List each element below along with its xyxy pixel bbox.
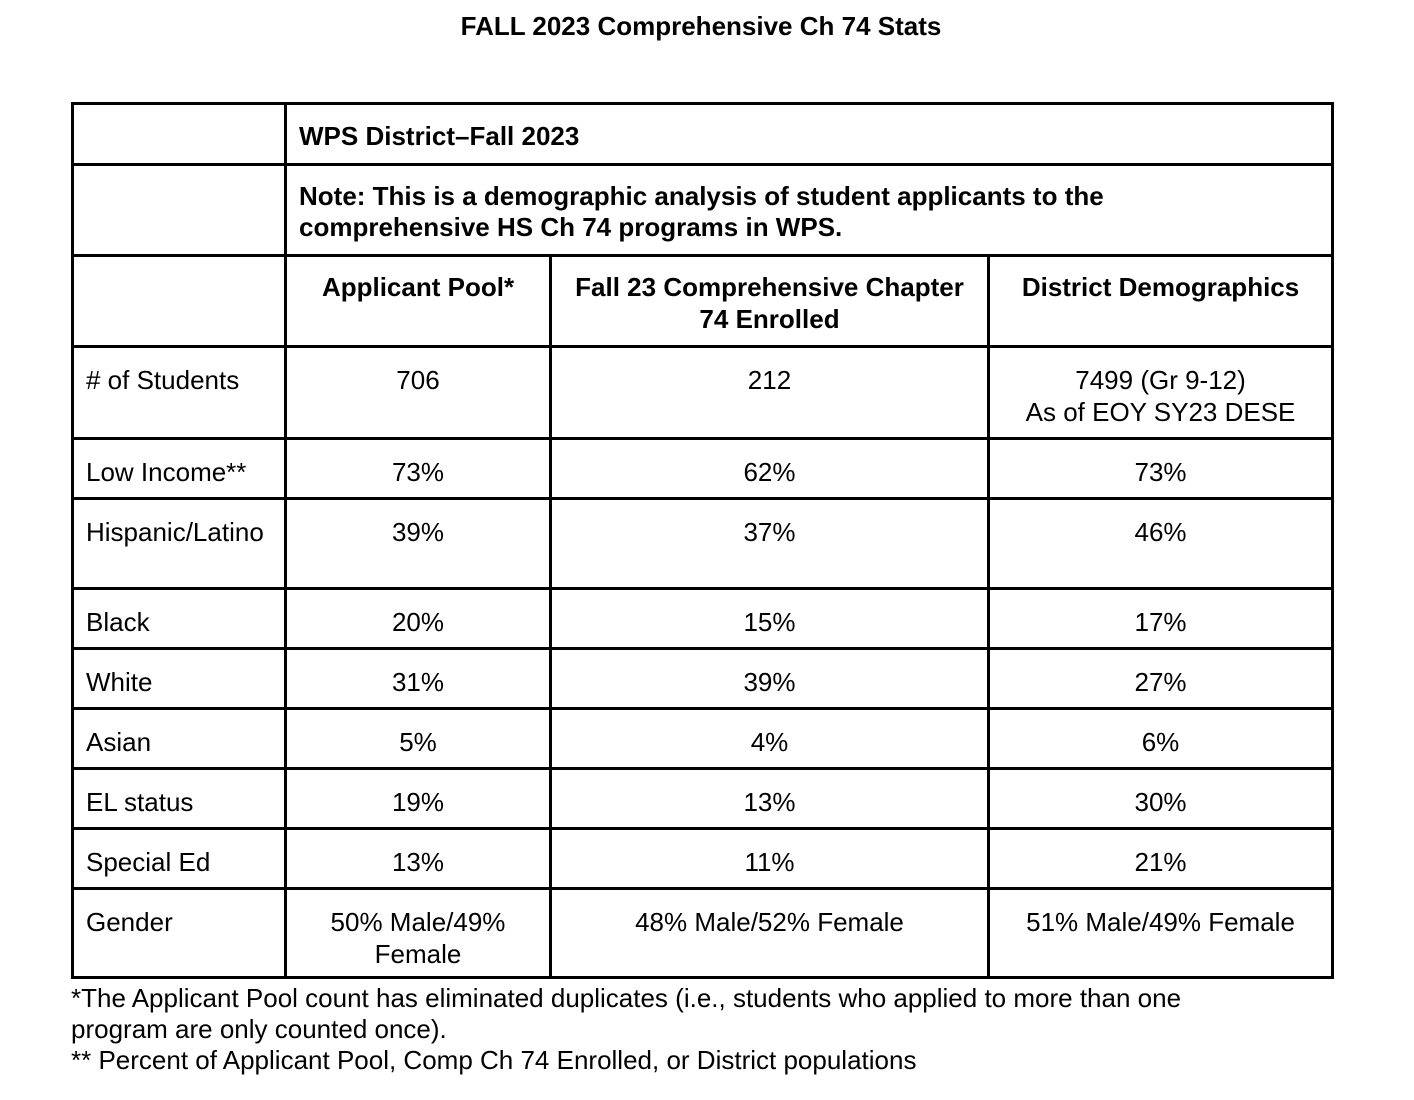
column-header-enrolled: Fall 23 Comprehensive Chapter 74 Enrolled — [575, 272, 964, 334]
footnotes — [71, 983, 1371, 1076]
enrolled-value: 212 — [747, 365, 792, 395]
table-row — [73, 439, 1333, 499]
enrolled-value: 11% — [744, 847, 795, 877]
row-label: Hispanic/Latino — [86, 517, 264, 547]
enrolled-value: 37% — [743, 517, 796, 547]
table-row — [73, 589, 1333, 649]
row-label: # of Students — [86, 365, 240, 395]
district-value: 73% — [1134, 457, 1187, 487]
district-value: 6% — [1141, 727, 1180, 757]
district-value: 46% — [1134, 517, 1187, 547]
enrolled-value: 4% — [750, 727, 789, 757]
page-title: FALL 2023 Comprehensive Ch 74 Stats — [460, 11, 942, 41]
empty-corner-cell — [73, 256, 286, 347]
empty-corner-cell — [73, 165, 286, 256]
applicant-pool-value: 31% — [391, 667, 445, 697]
applicant-pool-value: 50% Male/49% Female — [330, 907, 506, 969]
table-row — [73, 769, 1333, 829]
footnote-percent: ** Percent of Applicant Pool, Comp Ch 74 Enrolled, or District populations — [71, 1045, 917, 1075]
column-header-cell — [551, 256, 989, 347]
note-cell — [286, 165, 1333, 256]
table-row — [73, 499, 1333, 589]
table-row — [73, 889, 1333, 978]
district-value: 7499 (Gr 9-12) As of EOY SY23 DESE — [1025, 365, 1296, 427]
table-note: Note: This is a demographic analysis of student applicants to the comprehensive HS Ch 74 programs in WPS. — [299, 181, 1104, 242]
table-row — [73, 709, 1333, 769]
enrolled-value: 13% — [743, 787, 796, 817]
empty-corner-cell — [73, 104, 286, 165]
applicant-pool-value: 706 — [396, 365, 440, 395]
column-header-cell — [286, 256, 551, 347]
column-header-applicant-pool: Applicant Pool* — [321, 272, 515, 302]
enrolled-value: 62% — [743, 457, 796, 487]
applicant-pool-value: 13% — [391, 847, 445, 877]
applicant-pool-value: 20% — [391, 607, 445, 637]
table-row — [73, 829, 1333, 889]
table-row — [73, 649, 1333, 709]
stats-table — [71, 102, 1334, 979]
applicant-pool-value: 39% — [391, 517, 445, 547]
note-row — [73, 165, 1333, 256]
district-heading: WPS District–Fall 2023 — [299, 121, 580, 151]
district-value: 27% — [1134, 667, 1187, 697]
district-heading-row — [73, 104, 1333, 165]
applicant-pool-value: 73% — [391, 457, 445, 487]
row-label: Gender — [86, 907, 173, 937]
row-label: White — [86, 667, 153, 697]
row-label: Low Income** — [86, 457, 247, 487]
enrolled-value: 15% — [743, 607, 796, 637]
table-row — [73, 347, 1333, 439]
column-header-cell — [989, 256, 1333, 347]
column-header-district: District Demographics — [1021, 272, 1300, 302]
row-label: Special Ed — [86, 847, 211, 877]
column-header-row — [73, 256, 1333, 347]
footnote-applicant-pool: *The Applicant Pool count has eliminated duplicates (i.e., students who applied to more than one program are only counted once). — [71, 983, 1182, 1044]
district-value: 21% — [1134, 847, 1187, 877]
enrolled-value: 39% — [743, 667, 796, 697]
applicant-pool-value: 5% — [399, 727, 437, 757]
row-label: EL status — [86, 787, 194, 817]
district-value: 51% Male/49% Female — [1026, 907, 1295, 937]
district-heading-cell — [286, 104, 1333, 165]
applicant-pool-value: 19% — [391, 787, 445, 817]
enrolled-value: 48% Male/52% Female — [635, 907, 904, 937]
district-value: 17% — [1134, 607, 1187, 637]
row-label: Asian — [86, 727, 152, 757]
row-label: Black — [86, 607, 150, 637]
district-value: 30% — [1134, 787, 1187, 817]
